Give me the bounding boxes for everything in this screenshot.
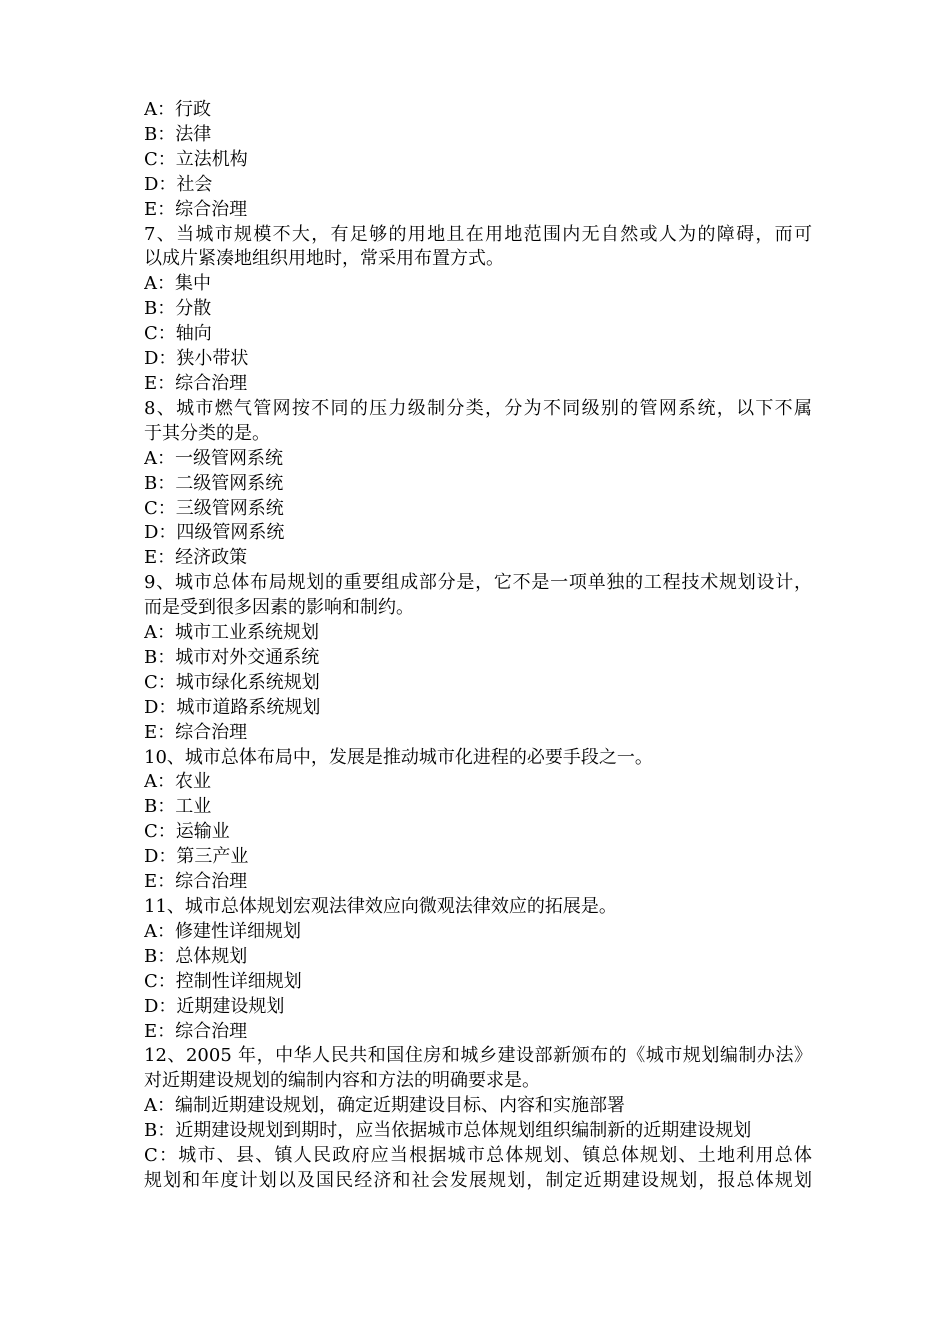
option-line: B：总体规划 xyxy=(144,945,248,967)
option-line: A：集中 xyxy=(144,273,211,295)
document-page xyxy=(144,98,812,1194)
option-line: C：城市绿化系统规划 xyxy=(144,671,320,693)
option-line: B：城市对外交通系统 xyxy=(144,646,320,668)
option-line: C：城市、县、镇人民政府应当根据城市总体规划、镇总体规划、土地利用总体 xyxy=(144,1145,812,1167)
option-line: E：综合治理 xyxy=(144,721,248,743)
option-line: D：狭小带状 xyxy=(144,348,249,370)
option-line: C：控制性详细规划 xyxy=(144,970,302,992)
option-line: C：三级管网系统 xyxy=(144,497,284,519)
option-line: B：分散 xyxy=(144,298,212,320)
option-line: A：一级管网系统 xyxy=(144,447,283,469)
option-line: A：城市工业系统规划 xyxy=(144,622,319,644)
option-line: D：四级管网系统 xyxy=(144,522,285,544)
option-line: C：立法机构 xyxy=(144,148,248,170)
option-line: B：工业 xyxy=(144,796,212,818)
question-7-line-2: 以成片紧凑地组织用地时，常采用布置方式。 xyxy=(144,248,504,270)
question-8-line-2: 于其分类的是。 xyxy=(144,422,270,444)
option-line: E：综合治理 xyxy=(144,1020,248,1042)
option-line: B：法律 xyxy=(144,123,212,145)
question-7-line-1: 7、当城市规模不大，有足够的用地且在用地范围内无自然或人为的障碍，而可 xyxy=(144,223,812,245)
option-line: E：经济政策 xyxy=(144,547,248,569)
option-line: B：二级管网系统 xyxy=(144,472,284,494)
question-10: 10、城市总体布局中，发展是推动城市化进程的必要手段之一。 xyxy=(144,746,653,768)
question-9-line-2: 而是受到很多因素的影响和制约。 xyxy=(144,597,414,619)
option-line: D：城市道路系统规划 xyxy=(144,696,321,718)
option-line: C：运输业 xyxy=(144,821,230,843)
option-line: E：综合治理 xyxy=(144,198,248,220)
option-line: A：农业 xyxy=(144,771,211,793)
question-9-line-1: 9、城市总体布局规划的重要组成部分是，它不是一项单独的工程技术规划设计， xyxy=(144,572,812,594)
option-line: A：编制近期建设规划，确定近期建设目标、内容和实施部署 xyxy=(144,1095,625,1117)
option-line: D：社会 xyxy=(144,173,213,195)
option-line: D：近期建设规划 xyxy=(144,995,285,1017)
option-line: A：修建性详细规划 xyxy=(144,920,301,942)
option-line: B：近期建设规划到期时，应当依据城市总体规划组织编制新的近期建设规划 xyxy=(144,1120,752,1142)
question-12-line-2: 对近期建设规划的编制内容和方法的明确要求是。 xyxy=(144,1070,540,1092)
option-line: C：轴向 xyxy=(144,323,212,345)
option-line: 规划和年度计划以及国民经济和社会发展规划，制定近期建设规划，报总体规划 xyxy=(144,1169,812,1191)
option-line: A：行政 xyxy=(144,99,211,120)
question-12-line-1: 12、2005 年，中华人民共和国住房和城乡建设部新颁布的《城市规划编制办法》 xyxy=(144,1045,812,1067)
option-line: D：第三产业 xyxy=(144,846,249,868)
question-11: 11、城市总体规划宏观法律效应向微观法律效应的拓展是。 xyxy=(144,896,617,917)
option-line: E：综合治理 xyxy=(144,871,248,893)
question-8-line-1: 8、城市燃气管网按不同的压力级制分类，分为不同级别的管网系统，以下不属 xyxy=(144,397,812,419)
option-line: E：综合治理 xyxy=(144,372,248,394)
